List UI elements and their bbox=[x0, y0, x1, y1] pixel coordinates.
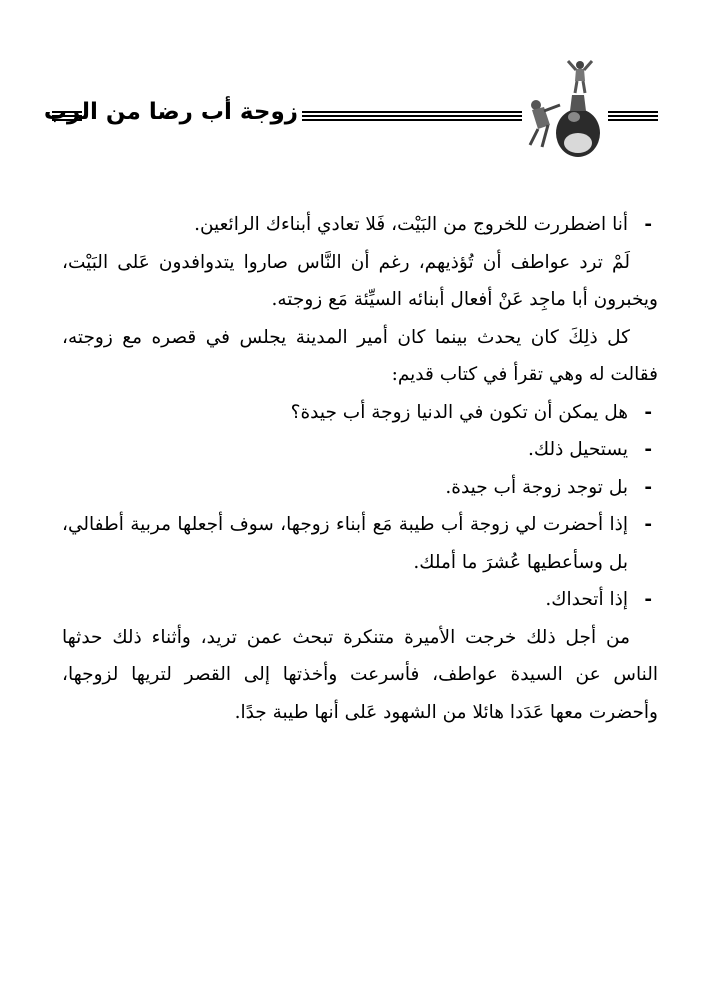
chapter-title: زوجة أب رضا من الرب bbox=[43, 99, 298, 125]
figure-emblem-icon bbox=[522, 55, 608, 160]
paragraph: من أجل ذلك خرجت الأميرة متنكرة تبحث عمن تريد، وأثناء ذلك حدثها الناس عن السيدة عواطف، فأسرعت وأخذتها إلى القصر لتريها لزوجها، وأحضرت معها عَدَدا هائلا من الشهود عَلى أنها طيبة جدًا. bbox=[62, 626, 658, 723]
dialogue-line: - إذا أحضرت لي زوجة أب طيبة مَع أبناء زوجها، سوف أجعلها مربية أطفالي، بل وسأعطيها عُشرَ ما أملك. bbox=[62, 506, 658, 581]
paragraph: لَمْ ترد عواطف أن تُؤذيهم، رغم أن النَّاس صاروا يتدوافدون عَلى البَيْت، ويخبرون أبا ماجِد عَنْ أفعال أبنائه السيِّئة مَع زوجته. bbox=[62, 251, 658, 310]
dialogue-line: - هل يمكن أن تكون في الدنيا زوجة أب جيدة؟ bbox=[62, 394, 658, 432]
dialogue-line: - بل توجد زوجة أب جيدة. bbox=[62, 469, 658, 507]
header-rule-middle bbox=[302, 111, 522, 123]
dialogue-line: - أنا اضطررت للخروج من البَيْت، فَلا تعادي أبناءك الرائعين. bbox=[62, 206, 658, 244]
dialogue-line: - يستحيل ذلك. bbox=[62, 431, 658, 469]
paragraph: كل ذلِكَ كان يحدث بينما كان أمير المدينة يجلس في قصره مع زوجته، فقالت له وهي تقرأ في كتاب قديم: bbox=[62, 326, 658, 385]
dialogue-line: - إذا أتحداك. bbox=[62, 581, 658, 619]
chapter-header bbox=[43, 55, 658, 165]
body-text bbox=[62, 206, 658, 731]
header-rule-right bbox=[608, 111, 658, 123]
